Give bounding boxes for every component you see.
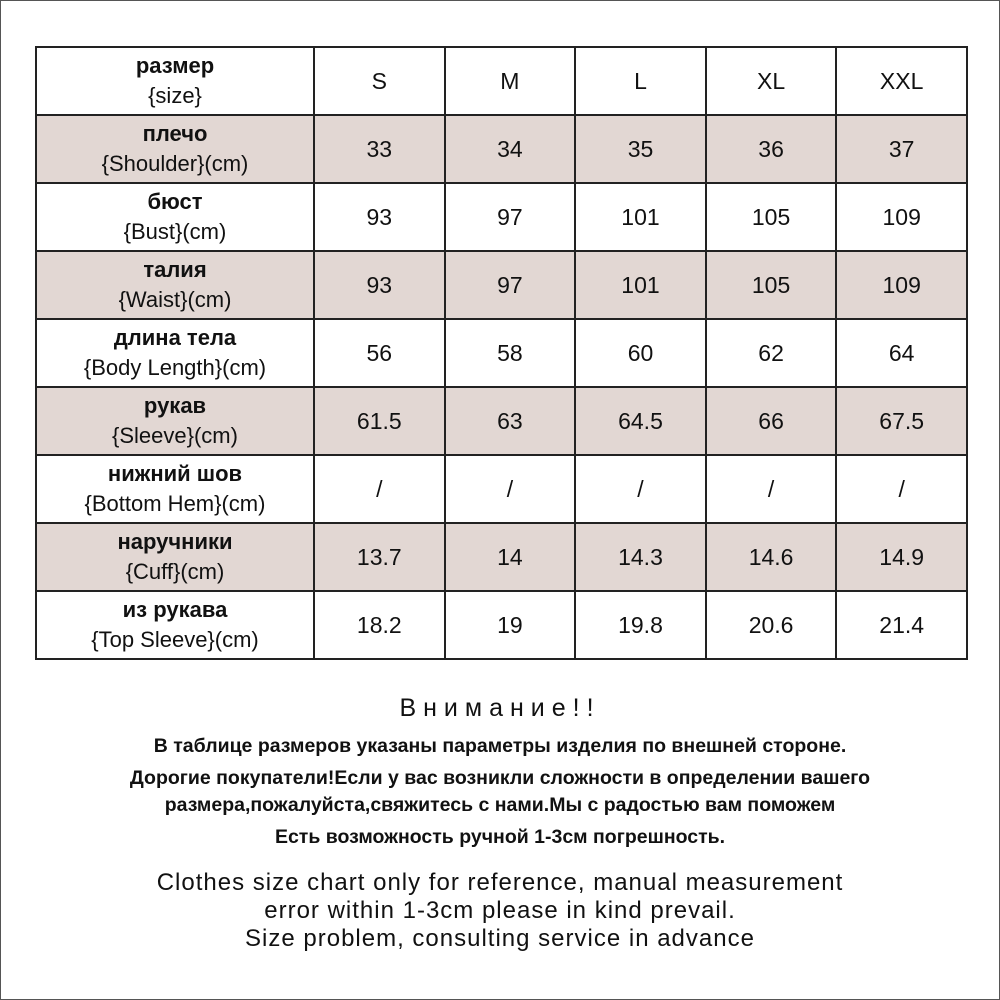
row-label-ru: наручники: [117, 529, 233, 554]
row-label-ru: рукав: [143, 393, 207, 418]
table-cell: 56: [314, 319, 445, 387]
note-en-line: error within 1-3cm please in kind prevail.: [264, 897, 736, 924]
table-row-top-sleeve: [36, 591, 967, 659]
table-cell: 60: [575, 319, 706, 387]
table-cell: 21.4: [836, 591, 967, 659]
row-label-ru: бюст: [147, 189, 203, 214]
table-cell: 66: [706, 387, 837, 455]
row-label-cell: [36, 387, 314, 455]
table-cell: 36: [706, 115, 837, 183]
table-cell: 93: [314, 183, 445, 251]
table-cell: 35: [575, 115, 706, 183]
row-label-cell: [36, 183, 314, 251]
table-cell: 33: [314, 115, 445, 183]
row-label-en: {Waist}(cm): [118, 287, 232, 312]
table-cell: 64.5: [575, 387, 706, 455]
row-label-en: {Top Sleeve}(cm): [91, 627, 259, 652]
row-label-cell: [36, 591, 314, 659]
table-cell: /: [706, 455, 837, 523]
table-cell: 101: [575, 251, 706, 319]
table-cell: 14.9: [836, 523, 967, 591]
size-chart-table: [35, 46, 968, 660]
table-cell: 105: [706, 183, 837, 251]
table-cell: 109: [836, 183, 967, 251]
row-label-en: {Bottom Hem}(cm): [84, 491, 266, 516]
table-cell: 67.5: [836, 387, 967, 455]
header-row: [36, 47, 967, 115]
row-label-en: {Shoulder}(cm): [101, 151, 249, 176]
table-row-sleeve: [36, 387, 967, 455]
table-cell: 93: [314, 251, 445, 319]
table-cell: /: [836, 455, 967, 523]
table-cell: 18.2: [314, 591, 445, 659]
table-cell: 97: [445, 183, 576, 251]
row-label-ru: плечо: [142, 121, 208, 146]
table-row-body-length: [36, 319, 967, 387]
row-label-ru: из рукава: [122, 597, 228, 622]
size-col-s: S: [314, 47, 445, 115]
row-label-ru: талия: [143, 257, 207, 282]
note-ru-line: В таблице размеров указаны параметры изделия по внешней стороне.: [153, 735, 847, 757]
table-row-shoulder: [36, 115, 967, 183]
table-cell: /: [445, 455, 576, 523]
row-label-ru: нижний шов: [107, 461, 243, 486]
table-cell: 58: [445, 319, 576, 387]
row-label-cell: [36, 251, 314, 319]
attention-heading: Внимание!!: [399, 694, 601, 722]
size-col-l: L: [575, 47, 706, 115]
size-label-en: {size}: [148, 83, 202, 108]
row-label-cell: [36, 455, 314, 523]
table-cell: 37: [836, 115, 967, 183]
table-cell: 14: [445, 523, 576, 591]
row-label-en: {Sleeve}(cm): [112, 423, 238, 448]
table-cell: /: [575, 455, 706, 523]
table-row-bottom-hem: [36, 455, 967, 523]
note-ru-line: Дорогие покупатели!Если у вас возникли сложности в определении вашего: [129, 767, 871, 789]
note-en-line: Size problem, consulting service in advance: [245, 925, 755, 952]
table-cell: 61.5: [314, 387, 445, 455]
table-cell: 101: [575, 183, 706, 251]
table-cell: 19: [445, 591, 576, 659]
row-label-cell: [36, 523, 314, 591]
table-cell: 105: [706, 251, 837, 319]
size-header-cell: [36, 47, 314, 115]
size-col-xxl: XXL: [836, 47, 967, 115]
note-en-line: Clothes size chart only for reference, manual measurement: [156, 869, 844, 896]
table-cell: 97: [445, 251, 576, 319]
note-ru-line: размера,пожалуйста,свяжитесь с нами.Мы с радостью вам поможем: [164, 794, 836, 816]
row-label-en: {Bust}(cm): [123, 219, 227, 244]
table-cell: 63: [445, 387, 576, 455]
size-col-xl: XL: [706, 47, 837, 115]
row-label-en: {Body Length}(cm): [83, 355, 267, 380]
table-cell: /: [314, 455, 445, 523]
table-cell: 64: [836, 319, 967, 387]
table-cell: 20.6: [706, 591, 837, 659]
size-label-ru: размер: [135, 53, 215, 78]
note-ru-line: Есть возможность ручной 1-3см погрешность.: [274, 826, 726, 848]
row-label-cell: [36, 115, 314, 183]
size-col-m: M: [445, 47, 576, 115]
table-cell: 14.3: [575, 523, 706, 591]
row-label-en: {Cuff}(cm): [125, 559, 225, 584]
row-label-ru: длина тела: [113, 325, 237, 350]
table-row-cuff: [36, 523, 967, 591]
table-row-waist: [36, 251, 967, 319]
table-cell: 14.6: [706, 523, 837, 591]
table-cell: 62: [706, 319, 837, 387]
table-cell: 19.8: [575, 591, 706, 659]
table-cell: 109: [836, 251, 967, 319]
table-cell: 13.7: [314, 523, 445, 591]
table-cell: 34: [445, 115, 576, 183]
table-row-bust: [36, 183, 967, 251]
row-label-cell: [36, 319, 314, 387]
